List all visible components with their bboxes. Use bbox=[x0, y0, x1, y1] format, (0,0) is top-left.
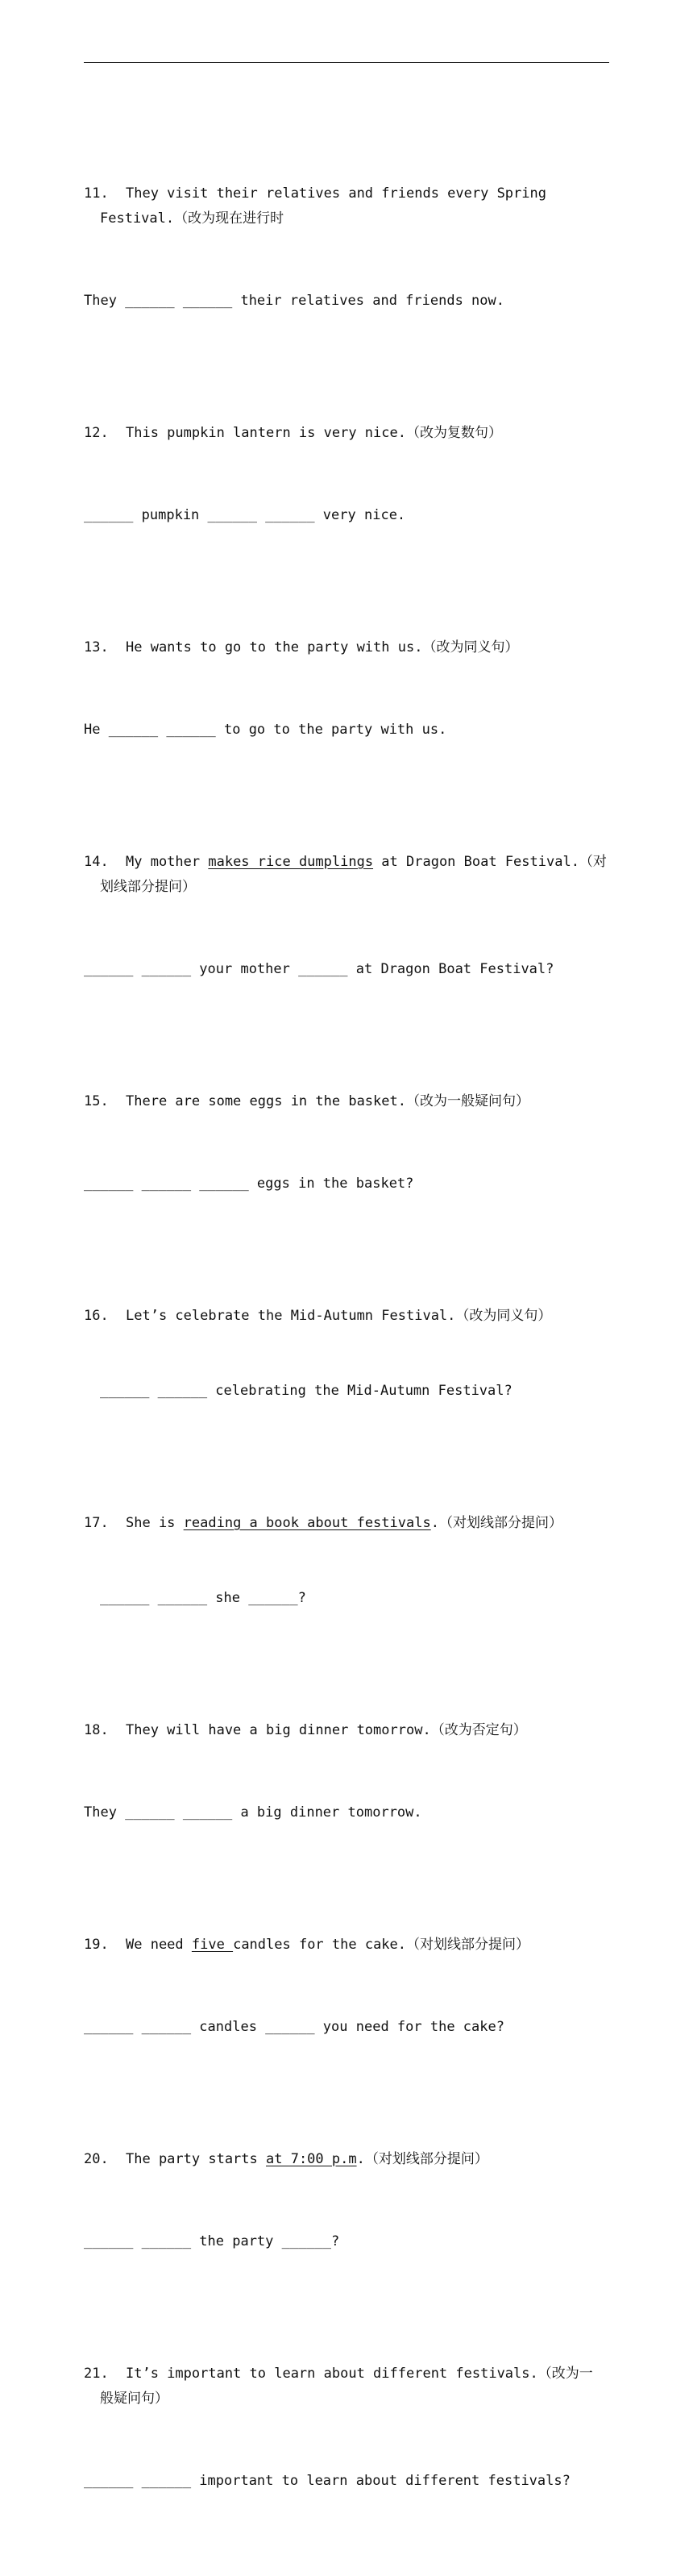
answer-line-12: ______ pumpkin ______ ______ very nice. bbox=[84, 507, 406, 523]
question-number: 21. bbox=[84, 2366, 109, 2382]
answer-line-18: They ______ ______ a big dinner tomorrow. bbox=[84, 1804, 422, 1821]
question-number: 20. bbox=[84, 2151, 109, 2167]
question-14 bbox=[84, 850, 612, 900]
question-text: Let’s celebrate the Mid-Autumn Festival.（改为同义句） bbox=[126, 1308, 552, 1324]
underlined-phrase: makes rice dumplings bbox=[208, 854, 374, 870]
question-16 bbox=[84, 1304, 612, 1329]
question-13 bbox=[84, 635, 612, 660]
answer-line-17: ______ ______ she ______? bbox=[100, 1590, 306, 1606]
answer-line-20: ______ ______ the party ______? bbox=[84, 2233, 340, 2249]
answer-line-21: ______ ______ important to learn about different festivals? bbox=[84, 2473, 571, 2489]
question-text: It’s important to learn about different festivals.（改为一 bbox=[126, 2366, 593, 2382]
question-text-continued: 划线部分提问） bbox=[100, 879, 196, 895]
question-text: They will have a big dinner tomorrow.（改为否定句） bbox=[126, 1722, 527, 1738]
question-12 bbox=[84, 421, 612, 446]
answer-line-13: He ______ ______ to go to the party with us. bbox=[84, 722, 447, 738]
answer-line-14: ______ ______ your mother ______ at Dragon Boat Festival? bbox=[84, 961, 554, 977]
question-text: He wants to go to the party with us.（改为同义句） bbox=[126, 639, 519, 655]
answer-line-11: They ______ ______ their relatives and friends now. bbox=[84, 293, 504, 309]
answer-line-19: ______ ______ candles ______ you need for the cake? bbox=[84, 2019, 504, 2035]
question-text: They visit their relatives and friends every Spring bbox=[126, 185, 546, 202]
question-text-continued: 般疑问句） bbox=[100, 2391, 168, 2407]
question-number: 19. bbox=[84, 1937, 109, 1953]
question-11 bbox=[84, 181, 612, 231]
question-number: 14. bbox=[84, 854, 109, 870]
answer-line-15: ______ ______ ______ eggs in the basket? bbox=[84, 1176, 414, 1192]
question-number: 11. bbox=[84, 185, 109, 202]
question-text-after: .（对划线部分提问） bbox=[356, 2151, 488, 2167]
question-text-before: The party starts bbox=[126, 2151, 266, 2167]
question-text: There are some eggs in the basket.（改为一般疑问句） bbox=[126, 1093, 529, 1109]
question-number: 16. bbox=[84, 1308, 109, 1324]
question-text-after: .（对划线部分提问） bbox=[430, 1515, 562, 1531]
question-number: 15. bbox=[84, 1093, 109, 1109]
question-text: This pumpkin lantern is very nice.（改为复数句） bbox=[126, 425, 502, 441]
question-text-before: She is bbox=[126, 1515, 184, 1531]
question-18 bbox=[84, 1718, 612, 1743]
question-19 bbox=[84, 1933, 612, 1958]
question-15 bbox=[84, 1089, 612, 1114]
underlined-phrase: five bbox=[191, 1937, 234, 1953]
header-rule bbox=[84, 62, 609, 63]
question-text-after: candles for the cake.（对划线部分提问） bbox=[233, 1937, 530, 1953]
underlined-phrase: reading a book about festivals bbox=[183, 1515, 431, 1531]
question-text-continued: Festival.（改为现在进行时 bbox=[100, 210, 284, 227]
question-number: 17. bbox=[84, 1515, 109, 1531]
question-number: 18. bbox=[84, 1722, 109, 1738]
question-text-before: We need bbox=[126, 1937, 192, 1953]
question-text-before: My mother bbox=[126, 854, 209, 870]
question-17 bbox=[84, 1511, 612, 1536]
answer-line-16: ______ ______ celebrating the Mid-Autumn Festival? bbox=[100, 1383, 512, 1399]
underlined-phrase: at 7:00 p.m bbox=[266, 2151, 357, 2167]
question-number: 12. bbox=[84, 425, 109, 441]
question-20 bbox=[84, 2147, 612, 2172]
question-text-after: at Dragon Boat Festival.（对 bbox=[373, 854, 607, 870]
question-number: 13. bbox=[84, 639, 109, 655]
question-21 bbox=[84, 2362, 612, 2412]
exercise-list bbox=[84, 81, 612, 2576]
